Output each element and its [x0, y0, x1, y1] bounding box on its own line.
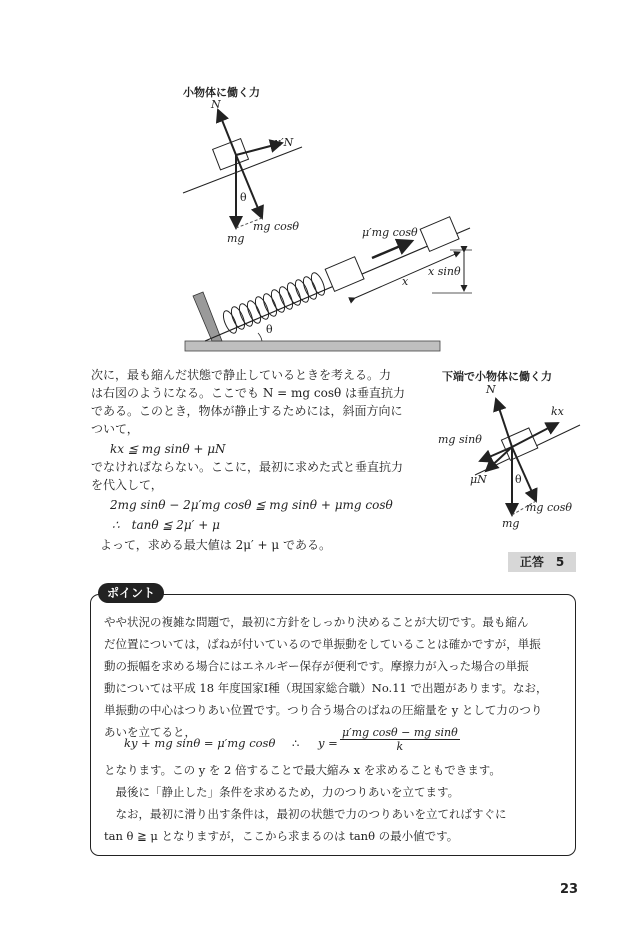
point-line-3: 動の振幅を求める場合にはエネルギー保存が便利です。摩擦力が入った場合の単振 [104, 659, 529, 673]
force-diagrams [0, 0, 640, 360]
fraction-denominator: k [396, 740, 404, 753]
body-line-3: である。このとき，物体が静止するためには，斜面方向に [91, 404, 403, 418]
bottom-label-muN: μN [470, 473, 487, 486]
body-line-4: ついて， [91, 422, 139, 436]
point-label: ポイント [98, 583, 164, 603]
point-line-4: 動については平成 18 年度国家Ⅰ種（現国家総合職）No.11 で出題があります。なお， [104, 681, 548, 695]
bottom-label-mg: mg [502, 517, 520, 530]
main-label-x: x [402, 275, 409, 288]
main-label-theta: θ [266, 323, 273, 336]
body-line-1: 次に，最も縮んだ状態で静止しているときを考える。力 [91, 368, 392, 382]
point-equation-fraction [340, 726, 460, 753]
bottom-label-mgsin: mg sinθ [438, 433, 482, 446]
point-line-10: tan θ ≧ μ となりますが，ここから求まるのは tanθ の最小値です。 [104, 829, 459, 843]
bottom-label-theta: θ [515, 473, 522, 486]
page-number: 23 [560, 882, 579, 897]
top-label-N: N [211, 98, 221, 111]
top-label-mg: mg [227, 232, 245, 245]
body-line-6: を代入して， [91, 478, 163, 492]
bottom-diagram-caption: 下端で小物体に働く力 [442, 370, 552, 383]
top-label-mgcos: mg cosθ [253, 220, 300, 233]
bottom-label-mgcos: mg cosθ [526, 501, 573, 514]
top-diagram-caption: 小物体に働く力 [183, 86, 260, 99]
point-equation-left: ky + mg sinθ = μ′mg cosθ [124, 736, 276, 750]
point-line-2: だ位置については，ばねが付いているので単振動をしていることは確かですが，単振 [104, 637, 541, 651]
point-equation-therefore: ∴ [292, 736, 300, 750]
bottom-label-N: N [486, 383, 496, 396]
point-line-7: となります。この y を 2 倍することで最大縮み x を求めることもできます。 [104, 763, 501, 777]
body-conclusion: よって，求める最大値は 2μ′ + μ である。 [100, 538, 332, 552]
point-equation-y: y = [318, 736, 338, 750]
ground [185, 341, 440, 351]
point-line-9: なお，最初に滑り出す条件は，最初の状態で力のつりあいを立てればすぐに [104, 807, 507, 821]
fraction-numerator: μ′mg cosθ − mg sinθ [342, 726, 458, 739]
bottom-label-kx: kx [551, 405, 564, 418]
bottom-force-diagram [430, 375, 630, 535]
main-label-xsin: x sinθ [428, 265, 461, 278]
point-line-8: 最後に「静止した」条件を求めるため，力のつりあいを立てます。 [104, 785, 460, 799]
answer-badge: 正答 5 [508, 552, 576, 572]
point-line-5: 単振動の中心はつりあい位置です。つり合う場合のばねの圧縮量を y として力のつり [104, 703, 543, 717]
wall [193, 292, 222, 341]
body-equation-1: kx ≦ mg sinθ + μN [110, 442, 226, 456]
point-line-6: あいを立てると， [104, 725, 196, 739]
body-line-5: でなければならない。ここに，最初に求めた式と垂直抗力 [91, 460, 404, 474]
top-label-friction: μ′N [274, 136, 294, 149]
spring [221, 271, 328, 335]
body-equation-2: 2mg sinθ − 2μ′mg cosθ ≦ mg sinθ + μmg cosθ [110, 498, 393, 512]
body-line-2: は右図のようになる。ここでも N = mg cosθ は垂直抗力 [91, 386, 406, 400]
body-equation-3: ∴ tanθ ≦ 2μ′ + μ [112, 518, 220, 532]
block-compressed [325, 257, 364, 292]
top-free-body-diagram [183, 98, 302, 245]
top-label-theta: θ [240, 191, 247, 204]
main-label-friction: μ′mg cosθ [362, 226, 418, 239]
point-line-1: やや状況の複雑な問題で，最初に方針をしっかり決めることが大切です。最も縮ん [104, 615, 529, 629]
